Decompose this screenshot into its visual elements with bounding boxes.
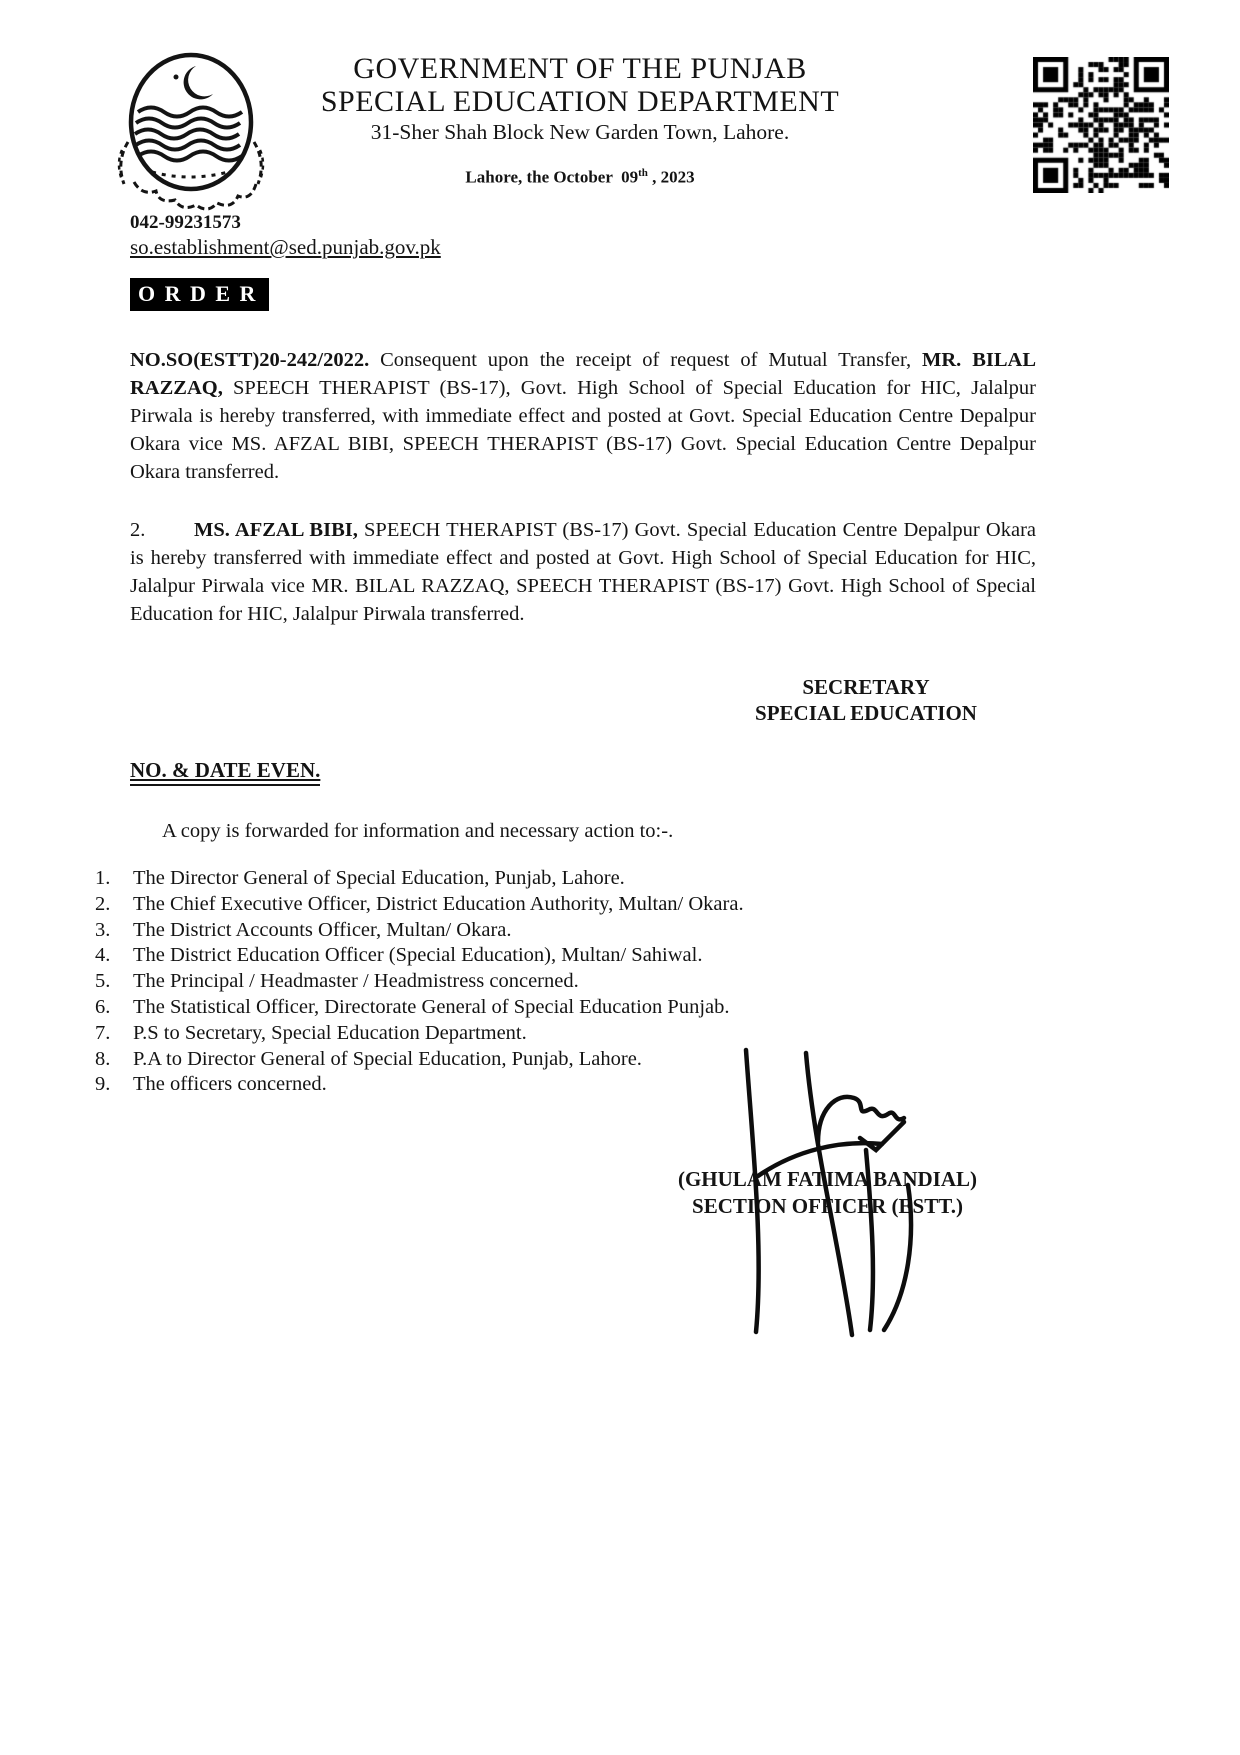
date-line: Lahore, the October 09th , 2023 (465, 167, 695, 187)
distribution-item: The officers concerned. (133, 1073, 327, 1096)
copy-forwarded-line: A copy is forwarded for information and necessary action to:-. (162, 820, 674, 842)
contact-block (130, 211, 441, 261)
distribution-item: The District Education Officer (Special Education), Multan/ Sahiwal. (133, 944, 703, 967)
distribution-list (95, 866, 1025, 1098)
department-address: 31-Sher Shah Block New Garden Town, Lahore. (370, 120, 790, 144)
distribution-item: P.A to Director General of Special Education, Punjab, Lahore. (133, 1047, 642, 1070)
ref-date-heading: NO. & DATE EVEN. (130, 758, 320, 786)
order-heading: O R D E R (130, 278, 269, 311)
department-title: SPECIAL EDUCATION DEPARTMENT (320, 85, 840, 118)
distribution-item: The District Accounts Officer, Multan/ Okara. (133, 918, 512, 941)
order-paragraph-1: NO.SO(ESTT)20-242/2022. Consequent upon the receipt of request of Mutual Transfer, MR. BILAL RAZZAQ, SPEECH THERAPIST (BS-17), Govt. High School of Special Education for HIC, Jalalpur Pirwala is hereby transferred, with immediate effect and posted at Govt. Special Education Centre Depalpur Okara vice MS. AFZAL BIBI, SPEECH THERAPIST (BS-17) Govt. Special Education Centre Depalpur Okara transferred. (130, 349, 1037, 483)
qr-code (1033, 57, 1169, 193)
punjab-emblem-logo (112, 50, 270, 218)
signatory-title: SECRETARY (802, 675, 930, 699)
distribution-item: The Statistical Officer, Directorate General of Special Education Punjab. (133, 995, 730, 1018)
person-name-bilal: MR. BILAL RAZZAQ, (130, 349, 1036, 399)
org-title: GOVERNMENT OF THE PUNJAB (353, 52, 807, 85)
signatory-department: SPECIAL EDUCATION (755, 701, 977, 725)
signer-title: SECTION OFFICER (ESTT.) (692, 1194, 963, 1218)
signer-name: (GHULAM FATIMA BANDIAL) (677, 1167, 978, 1191)
distribution-item: P.S to Secretary, Special Education Department. (133, 1021, 527, 1044)
order-paragraph-2: 2. MS. AFZAL BIBI, SPEECH THERAPIST (BS-17) Govt. Special Education Centre Depalpur Okara is hereby transferred with immediate effect and posted at Govt. High School of Special Education for HIC, Jalalpur Pirwala vice MR. BILAL RAZZAQ, SPEECH THERAPIST (BS-17) Govt. High School of Special Education for HIC, Jalalpur Pirwala transferred. (130, 516, 1036, 628)
distribution-item: The Chief Executive Officer, District Education Authority, Multan/ Okara. (133, 892, 744, 915)
signature-block (655, 1166, 1000, 1220)
order-body (130, 346, 1036, 658)
person-name-afzal: MS. AFZAL BIBI, (194, 519, 358, 541)
order-ref-number: NO.SO(ESTT)20-242/2022. (130, 349, 370, 371)
email-address: so.establishment@sed.punjab.gov.pk (130, 235, 441, 259)
signatory-block (738, 674, 994, 726)
paragraph-number: 2. (130, 519, 146, 541)
distribution-item: The Director General of Special Education, Punjab, Lahore. (133, 867, 625, 889)
letterhead (280, 52, 880, 146)
date-ordinal: th (638, 167, 648, 179)
distribution-item: The Principal / Headmaster / Headmistress concerned. (133, 970, 579, 993)
phone-number: 042-99231573 (130, 212, 241, 233)
